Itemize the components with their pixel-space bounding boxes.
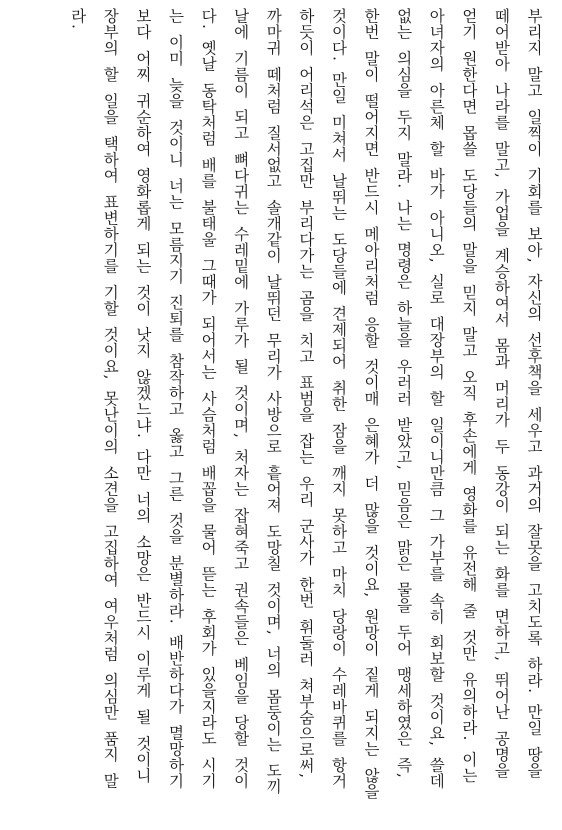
text-column-2: 떼어받아 나라를 말고, 가업을 계승하여서 몸과 머리가 두 동강이 되는 화를 면하고, 뛰어난 공명을 (492, 8, 511, 779)
text-column-7: 것이다. 만일 미쳐서 날뛰는 도당들에 견제되어 취한 잠을 깨지 못하고 마치 당랑이 수레바퀴를 항거 (329, 8, 348, 789)
text-column-4: 아녀자의 아른체 할 바가 아니오, 실로 대장부의 할 일이니만큼 그 가부를 속히 회보할 것이요, 쓸데 (427, 8, 446, 789)
text-column-1: 부리지 말고 일찍이 기회를 보아, 자신의 선후책을 세우고 과거의 잘못을 고치도록 하라. 만일 땅을 (525, 8, 543, 779)
vertical-text-body (61, 8, 550, 830)
text-column-10: 날에 기름이 되고 뼈다귀는 수레밑에 가루가 될 것이며, 처자는 잡혀죽고 권속들은 베임을 당할 것이 (231, 8, 250, 789)
text-column-14: 장부의 할 일을 택하여 표변하기를 기할 것이요, 못난이의 소견을 고집하여 여우처럼 의심만 품지 말 (101, 8, 120, 789)
text-column-13: 보다 어찌 귀순하여 영화롭게 되는 것이 낫지 않겠느냐. 다만 너의 소망은 반드시 이루게 될 것이니 (133, 8, 152, 784)
document-page (0, 8, 562, 830)
text-column-6: 한번 말이 떨어지면 반드시 메아리처럼 응할 것이매 은혜가 더 많을 것이요, 원망이 짙게 되지는 않을 (362, 8, 381, 800)
text-column-8: 하듯이 어리석은 고집만 부리다가는 곰을 치고 표범을 잡는 우리 군사가 한번 휘둘러 쳐부숨으로써, (296, 8, 315, 779)
text-column-15: 라. (68, 8, 87, 30)
text-column-5: 없는 의심을 두지 말라. 나는 명령은 하늘을 우러러 받았고, 믿음은 맑은 물을 두어 맹세하였은 즉, (394, 8, 413, 779)
text-column-9: 까마귀 떼처럼 질서없고 솔개같이 날뛰던 무리가 사방으로 흩어져 도망칠 것이며, 너의 몸둥이는 도끼 (264, 8, 283, 795)
text-column-3: 얻기 원한다면 몹쓸 도당들의 말을 믿지 말고 오직 후손에게 영화를 유전해 줄 것만 유의하라. 이는 (459, 8, 478, 784)
text-column-12: 는 이미 늦을 것이니 너는 모름지기 진퇴를 참작하고 옳고 그른 것을 분별하라. 배반하다가 멸망하기 (166, 8, 185, 789)
text-column-11: 다. 옛날 동탁처럼 배를 불태울 그때가 되어서는 사슴처럼 배꼽을 물어 뜯는 후회가 있을지라도 시기 (199, 8, 218, 789)
